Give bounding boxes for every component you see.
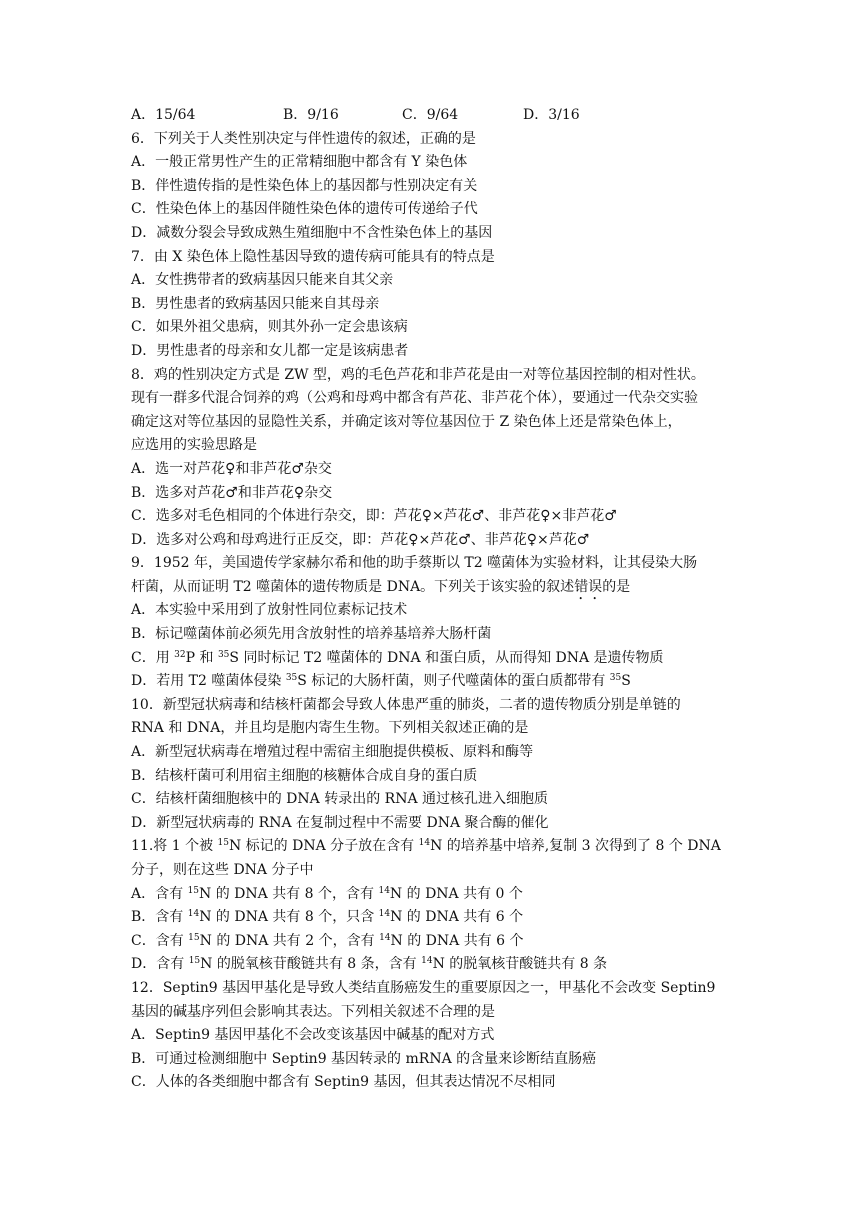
q9-d-isotope-2: 35 bbox=[609, 673, 622, 684]
q5-option-c: C．9/64 bbox=[402, 107, 459, 123]
q11-isotope-1: 15 bbox=[217, 838, 229, 849]
q9-stem-line-1: 9．1952 年，美国遗传学家赫尔希和他的助手蔡斯以 T2 噬菌体为实验材料，让其侵染大肠 bbox=[131, 555, 698, 572]
q11-a-isotope-2: 14 bbox=[378, 885, 390, 896]
q9-c-text-1: C．用 bbox=[131, 649, 175, 666]
q11-stem-text-1: 11.将 1 个被 bbox=[131, 838, 218, 855]
q9-stem-tail: 的是 bbox=[602, 578, 631, 595]
question-content bbox=[131, 104, 731, 1095]
q12-option-a: A．Septin9 基因甲基化不会改变该基因中碱基的配对方式 bbox=[131, 1027, 495, 1044]
q11-stem-text-2: N 标记的 DNA 分子放在含有 bbox=[228, 838, 419, 855]
q11-stem-text-3: N 的培养基中培养,复制 3 次得到了 8 个 DNA bbox=[430, 838, 721, 855]
q11-option-b bbox=[131, 906, 731, 930]
q6-option-a: A．一般正常男性产生的正常精细胞中都含有 Y 染色体 bbox=[131, 154, 468, 171]
q11-c-isotope-2: 14 bbox=[379, 932, 391, 943]
q11-d-text-1: D．含有 bbox=[131, 956, 189, 973]
q11-a-text-3: N 的 DNA 共有 0 个 bbox=[389, 885, 523, 902]
q11-stem-line-1 bbox=[131, 835, 731, 859]
q9-c-text-2: P 和 bbox=[185, 649, 218, 666]
q11-isotope-2: 14 bbox=[418, 838, 431, 849]
q9-stem-line-2 bbox=[131, 576, 731, 600]
q7-option-c: C．如果外祖父患病，则其外孙一定会患该病 bbox=[131, 319, 408, 336]
q9-c-isotope-s: 35 bbox=[217, 649, 230, 660]
q9-option-d bbox=[131, 670, 731, 694]
q8-stem-line-1: 8．鸡的性别决定方式是 ZW 型，鸡的毛色芦花和非芦花是由一对等位基因控制的相对性状。 bbox=[131, 366, 705, 383]
q11-d-isotope-1: 15 bbox=[188, 956, 201, 967]
q5-option-a: A．15/64 bbox=[131, 107, 196, 123]
q11-a-isotope-1: 15 bbox=[187, 885, 200, 896]
q9-d-text-2: S 标记的大肠杆菌，则子代噬菌体的蛋白质都带有 bbox=[297, 673, 610, 690]
q8-option-d: D．选多对公鸡和母鸡进行正反交，即：芦花♀×芦花♂、非芦花♀×芦花♂ bbox=[131, 531, 590, 548]
q10-option-b: B．结核杆菌可利用宿主细胞的核糖体合成自身的蛋白质 bbox=[131, 767, 478, 784]
q10-stem-line-2: RNA 和 DNA，并且均是胞内寄生生物。下列相关叙述正确的是 bbox=[131, 720, 529, 737]
q12-stem-line-2: 基因的碱基序列但会影响其表达。下列相关叙述不合理的是 bbox=[131, 1003, 495, 1020]
q8-stem-line-4: 应选用的实验思路是 bbox=[131, 437, 257, 454]
q11-stem-line-2: 分子，则在这些 DNA 分子中 bbox=[131, 862, 314, 878]
q11-b-text-3: N 的 DNA 共有 6 个 bbox=[390, 909, 524, 926]
q11-a-text-1: A．含有 bbox=[131, 885, 188, 902]
q6-stem: 6．下列关于人类性别决定与伴性遗传的叙述，正确的是 bbox=[131, 130, 476, 147]
q9-c-text-3: S 同时标记 T2 噬菌体的 DNA 和蛋白质，从而得知 DNA 是遗传物质 bbox=[229, 649, 664, 666]
q11-d-text-2: N 的脱氧核苷酸链共有 8 条，含有 bbox=[200, 956, 422, 973]
q11-c-text-3: N 的 DNA 共有 6 个 bbox=[390, 932, 524, 949]
q5-option-d: D．3/16 bbox=[523, 107, 580, 123]
q9-d-isotope-1: 35 bbox=[285, 673, 298, 684]
q10-option-d: D．新型冠状病毒的 RNA 在复制过程中不需要 DNA 聚合酶的催化 bbox=[131, 814, 549, 831]
q8-stem-line-2: 现有一群多代混合饲养的鸡（公鸡和母鸡中都含有芦花、非芦花个体），要通过一代杂交实验 bbox=[131, 390, 698, 407]
q6-option-d: D．减数分裂会导致成熟生殖细胞中不含性染色体上的基因 bbox=[131, 224, 493, 241]
q9-option-b: B．标记噬菌体前必须先用含放射性的培养基培养大肠杆菌 bbox=[131, 626, 492, 643]
q9-option-a: A．本实验中采用到了放射性同位素标记技术 bbox=[131, 602, 408, 619]
q11-b-isotope-2: 14 bbox=[378, 909, 391, 920]
q7-stem: 7．由 X 染色体上隐性基因导致的遗传病可能具有的特点是 bbox=[131, 248, 495, 265]
q11-option-d bbox=[131, 953, 731, 977]
q5-option-b: B．9/16 bbox=[283, 107, 339, 123]
q9-c-isotope-p: 32 bbox=[174, 649, 186, 660]
q5-options bbox=[131, 104, 731, 128]
q10-option-a: A．新型冠状病毒在增殖过程中需宿主细胞提供模板、原料和酶等 bbox=[131, 744, 534, 761]
q11-d-text-3: N 的脱氧核苷酸链共有 8 条 bbox=[432, 956, 608, 973]
q6-option-c: C．性染色体上的基因伴随性染色体的遗传可传递给子代 bbox=[131, 201, 478, 218]
q9-emphasis-word: 错误 bbox=[574, 578, 603, 595]
q12-option-c: C．人体的各类细胞中都含有 Septin9 基因，但其表达情况不尽相同 bbox=[131, 1074, 556, 1091]
q11-d-isotope-2: 14 bbox=[421, 956, 433, 967]
q11-b-isotope-1: 14 bbox=[187, 909, 200, 920]
q11-option-c bbox=[131, 930, 731, 954]
q11-a-text-2: N 的 DNA 共有 8 个，含有 bbox=[199, 885, 379, 902]
q7-option-a: A．女性携带者的致病基因只能来自其父亲 bbox=[131, 272, 394, 289]
q10-option-c: C．结核杆菌细胞核中的 DNA 转录出的 RNA 通过核孔进入细胞质 bbox=[131, 791, 548, 808]
q9-d-text-1: D．若用 T2 噬菌体侵染 bbox=[131, 673, 286, 690]
q8-option-b: B．选多对芦花♂和非芦花♀杂交 bbox=[131, 484, 333, 501]
q9-stem-text: 杆菌，从而证明 T2 噬菌体的遗传物质是 DNA。下列关于该实验的叙述 bbox=[131, 578, 575, 595]
q8-option-c: C．选多对毛色相同的个体进行杂交，即：芦花♀×芦花♂、非芦花♀×非芦花♂ bbox=[131, 508, 617, 525]
q7-option-b: B．男性患者的致病基因只能来自其母亲 bbox=[131, 295, 380, 312]
q9-option-c bbox=[131, 647, 731, 671]
q11-b-text-1: B．含有 bbox=[131, 909, 188, 926]
q10-stem-line-1: 10．新型冠状病毒和结核杆菌都会导致人体患严重的肺炎，二者的遗传物质分别是单链的 bbox=[131, 696, 681, 713]
q11-c-text-2: N 的 DNA 共有 2 个，含有 bbox=[199, 932, 380, 949]
q11-c-text-1: C．含有 bbox=[131, 932, 189, 949]
q11-option-a bbox=[131, 883, 731, 907]
q12-stem-line-1: 12．Septin9 基因甲基化是导致人类结直肠癌发生的重要原因之一，甲基化不会改变 Septin9 bbox=[131, 979, 716, 996]
q12-option-b: B．可通过检测细胞中 Septin9 基因转录的 mRNA 的含量来诊断结直肠癌 bbox=[131, 1050, 597, 1067]
q6-option-b: B．伴性遗传指的是性染色体上的基因都与性别决定有关 bbox=[131, 177, 478, 194]
q8-option-a: A．选一对芦花♀和非芦花♂杂交 bbox=[131, 460, 332, 477]
q7-option-d: D．男性患者的母亲和女儿都一定是该病患者 bbox=[131, 342, 409, 359]
q11-b-text-2: N 的 DNA 共有 8 个，只含 bbox=[199, 909, 379, 926]
q9-d-text-3: S bbox=[621, 673, 631, 690]
q11-c-isotope-1: 15 bbox=[188, 932, 200, 943]
q8-stem-line-3: 确定这对等位基因的显隐性关系，并确定该对等位基因位于 Z 染色体上还是常染色体上， bbox=[131, 413, 682, 430]
